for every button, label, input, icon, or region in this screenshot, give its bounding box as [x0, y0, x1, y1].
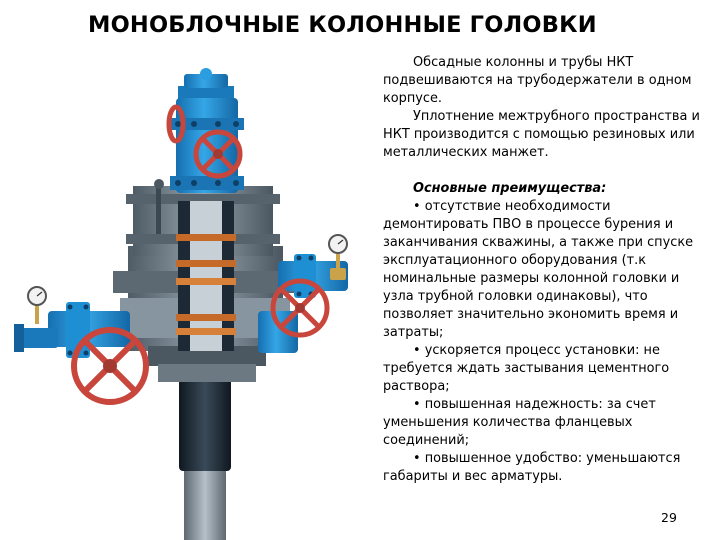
wellhead-cutaway-illustration — [8, 66, 373, 540]
spacer — [383, 162, 705, 180]
paragraph-annulus-seal: Уплотнение межтрубного пространства и НКТ производится с помощью резиновых или металлических манжет. — [383, 109, 700, 160]
right-pressure-gauge — [329, 235, 347, 280]
paragraph-tubing-hangers: Обсадные колонны и трубы НКТ подвешиваются на трубодержатели в одном корпусе. — [383, 55, 692, 106]
bullet-item: • повышенная надежность: за счет уменьшения количества фланцевых соединений; — [383, 397, 656, 448]
bullet-item: • отсутствие необходимости демонтировать ПВО в процессе бурения и заканчивания скважины, а также при спуске эксплуатационного оборудования (т.к номинальные размеры колонной головки и узла трубной головки одинаковы), что позволяет значительно экономить время и затраты; — [383, 199, 694, 340]
top-flange — [178, 86, 234, 100]
left-pressure-gauge — [28, 287, 46, 324]
bullet-item: • ускоряется процесс установки: не требуется ждать застывания цементного раствора; — [383, 343, 670, 394]
description-text — [383, 54, 705, 486]
page-title: МОНОБЛОЧНЫЕ КОЛОННЫЕ ГОЛОВКИ — [88, 12, 597, 38]
page-number: 29 — [661, 510, 677, 525]
bullet-item: • повышенное удобство: уменьшаются габариты и вес арматуры. — [383, 451, 681, 484]
advantages-heading: Основные преимущества: — [413, 181, 607, 196]
